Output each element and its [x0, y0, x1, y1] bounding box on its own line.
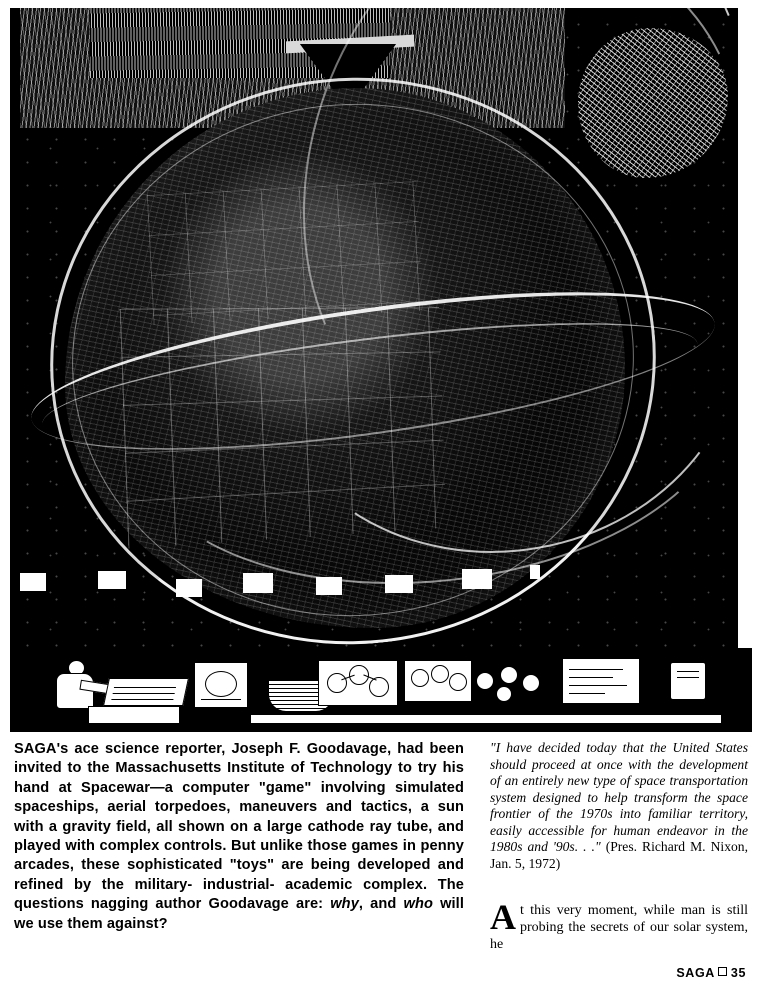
floor-light	[98, 571, 126, 589]
deck-mid: , and	[358, 896, 404, 913]
pull-quote	[490, 740, 748, 872]
article-deck	[14, 740, 464, 934]
keyboard-line	[113, 693, 175, 694]
book-spine-line	[677, 671, 699, 672]
floor-light	[530, 565, 540, 579]
page-folio	[676, 966, 746, 980]
floor-light	[176, 579, 202, 597]
artwork-right-margin	[738, 8, 752, 730]
node-icon	[522, 674, 540, 692]
node-icon	[327, 673, 347, 693]
chart-line	[569, 693, 605, 694]
deck-tail: will we use them against?	[14, 896, 464, 932]
chart-line	[569, 685, 627, 686]
molecule-panel-2	[404, 660, 472, 702]
console-keyboard-panel	[103, 678, 189, 706]
chart-panel	[562, 658, 640, 704]
node-icon	[431, 665, 449, 683]
molecule-panel-1	[318, 660, 398, 706]
floor-light	[385, 575, 413, 593]
pull-quote-attribution: (Pres. Richard M. Nixon, Jan. 5, 1972)	[490, 839, 748, 871]
folio-magazine-name: SAGA	[676, 966, 715, 980]
screen-dial	[205, 671, 237, 697]
keyboard-line	[114, 687, 176, 688]
keyboard-line	[111, 699, 173, 700]
floor-light-row	[10, 563, 752, 603]
node-icon	[476, 672, 494, 690]
node-icon	[411, 669, 429, 687]
body-first-line: t this very moment, while	[520, 903, 675, 918]
body-rest: man is still probing the secrets of our solar system, he	[490, 903, 749, 952]
console-desk	[88, 706, 180, 724]
node-icon	[369, 677, 389, 697]
deck-italic-why: why	[330, 896, 359, 913]
console-base-shelf	[250, 714, 722, 724]
book-spine-line	[677, 677, 699, 678]
molecule-diagram-free	[476, 666, 546, 704]
manual-book	[670, 662, 706, 700]
floor-light	[243, 573, 273, 593]
floor-light	[20, 573, 46, 591]
article-illustration	[10, 8, 752, 730]
deck-text: SAGA's ace science reporter, Joseph F. Goodavage, had been invited to the Massachusetts Institute of Technology to try his hand at Spacewar—a computer "game" involving simulated spaceships, aerial torpedoes, maneuvers and tactics, a sun with a gravity field, all shown on a large cathode ray tube, and played with complex controls. But unlike those games in penny arcades, these sophisticated "toys" are being developed and refined by the military- industrial- academic complex. The questions nagging author Goodavage are:	[14, 741, 464, 913]
floor-light	[316, 577, 342, 595]
illustration-canvas	[10, 8, 752, 730]
console-scene	[10, 648, 752, 732]
screen-line	[201, 699, 241, 700]
node-icon	[496, 686, 512, 702]
node-icon	[449, 673, 467, 691]
folio-square-icon	[718, 967, 727, 976]
pull-quote-text: "I have decided today that the United States should proceed at once with the development of an entirely new type of space transportation system designed to help transform the space frontier of the 1970s into familiar territory, easily accessible for human endeavor in the 1980s and '90s. . ."	[490, 740, 748, 854]
drop-cap: A	[490, 897, 516, 937]
body-column	[490, 897, 749, 953]
console-screen-panel	[194, 662, 248, 708]
floor-light	[462, 569, 492, 589]
chart-line	[569, 677, 613, 678]
chart-line	[569, 669, 623, 670]
deck-italic-who: who	[403, 896, 433, 913]
folio-page-number: 35	[730, 966, 746, 980]
node-icon	[500, 666, 518, 684]
